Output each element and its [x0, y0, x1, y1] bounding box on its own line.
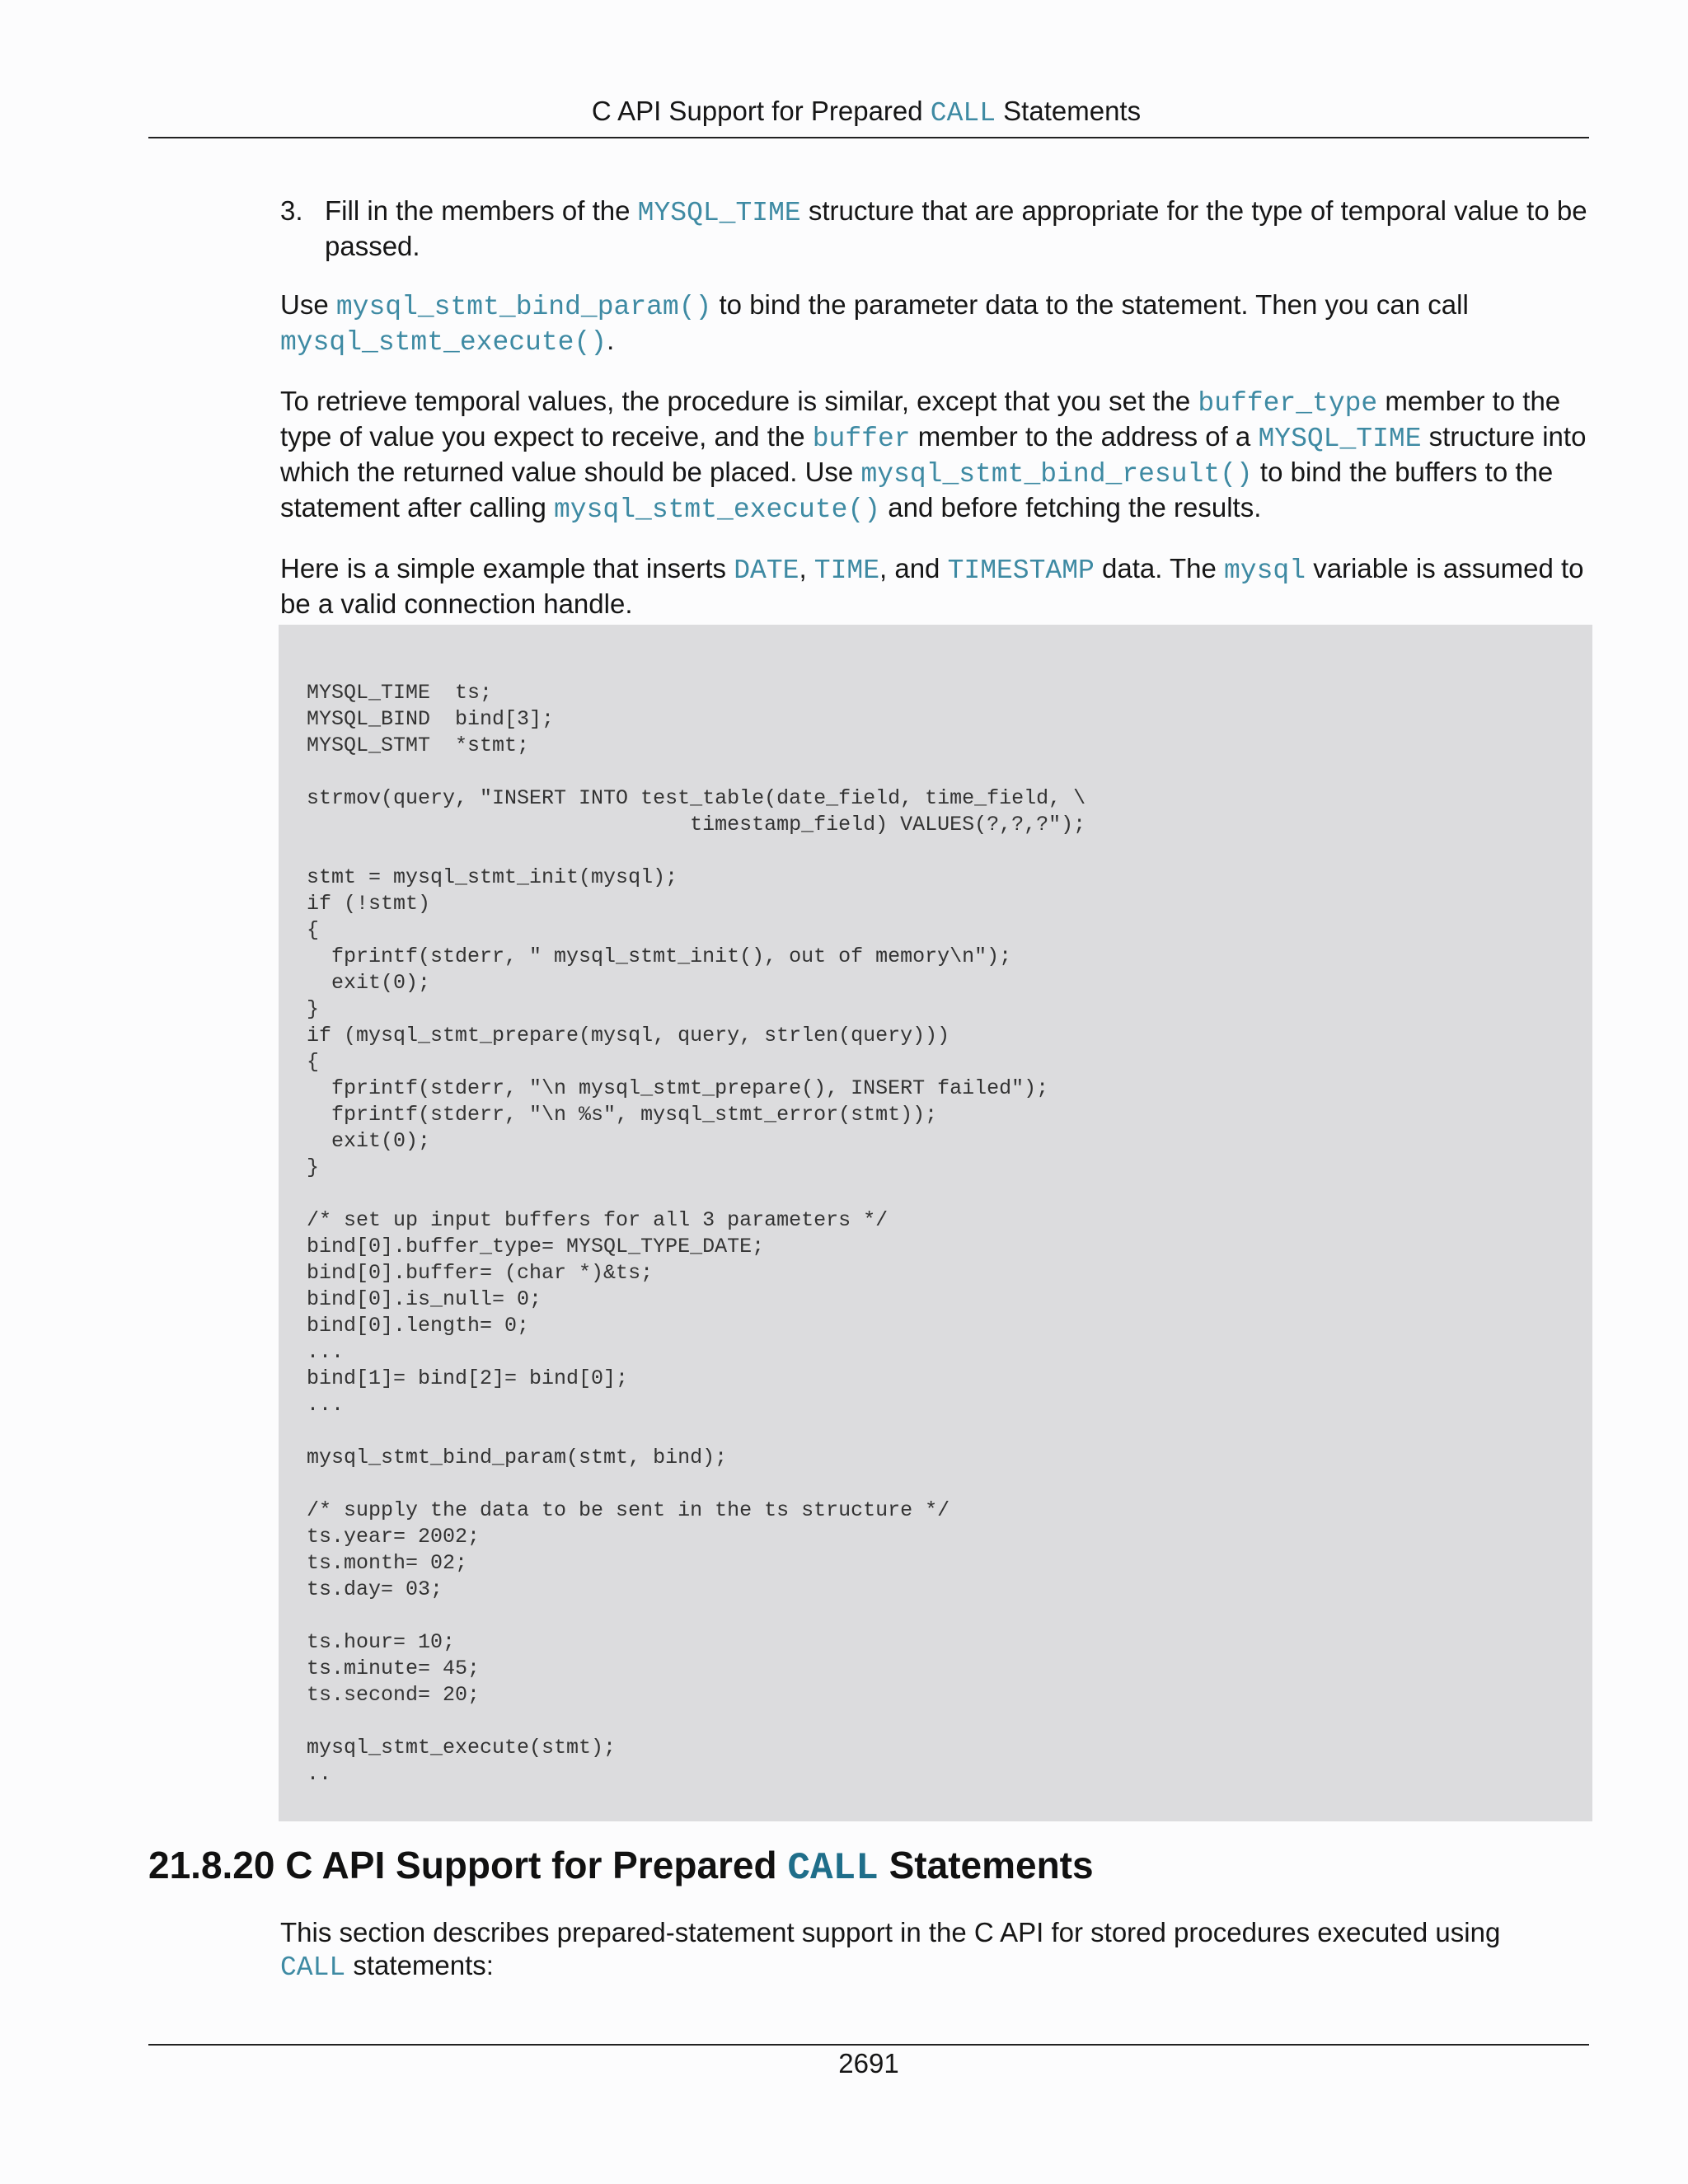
mysql-stmt-execute-link[interactable]: mysql_stmt_execute(): [280, 327, 607, 358]
mysql-stmt-execute-link[interactable]: mysql_stmt_execute(): [554, 494, 881, 525]
text: to bind the parameter data to the statement. Then you can call: [711, 289, 1469, 320]
retrieve-values-paragraph: [280, 385, 1592, 527]
text: structure into which the returned value should be placed. Use: [280, 421, 1587, 487]
text: and before fetching the results.: [880, 492, 1262, 523]
mysql-time-link[interactable]: MYSQL_TIME: [1258, 424, 1422, 454]
mysql-time-link[interactable]: MYSQL_TIME: [637, 198, 801, 228]
main-content: [280, 194, 1592, 646]
text: statements:: [345, 1950, 494, 1980]
section-intro-paragraph: [280, 1916, 1566, 1985]
call-statement-link[interactable]: CALL: [280, 1952, 346, 1983]
section-heading: [148, 1842, 1094, 1891]
timestamp-type-link[interactable]: TIMESTAMP: [947, 555, 1095, 586]
text: member to the type of value you expect to receive, and the: [280, 386, 1561, 452]
date-type-link[interactable]: DATE: [734, 555, 799, 586]
page-header: [0, 96, 1688, 129]
text: , and: [879, 553, 948, 583]
step-number: 3.: [280, 195, 303, 226]
page-number: 2691: [838, 2048, 899, 2079]
section-heading-text: 21.8.20 C API Support for Prepared: [148, 1844, 788, 1886]
text: data. The: [1094, 553, 1224, 583]
page-header-text-end: Statements: [996, 96, 1142, 126]
example-intro-paragraph: [280, 552, 1592, 621]
text: Here is a simple example that inserts: [280, 553, 734, 583]
section-heading-code: CALL: [787, 1847, 879, 1890]
header-divider: [148, 137, 1589, 138]
buffer-link[interactable]: buffer: [812, 424, 911, 454]
text: to bind the buffers to the statement after calling: [280, 457, 1554, 523]
text: To retrieve temporal values, the procedure is similar, except that you set the: [280, 386, 1198, 416]
bind-param-paragraph: [280, 288, 1592, 359]
text: ,: [799, 553, 814, 583]
mysql-variable: mysql: [1224, 555, 1306, 586]
mysql-stmt-bind-result-link[interactable]: mysql_stmt_bind_result(): [860, 459, 1253, 490]
time-type-link[interactable]: TIME: [814, 555, 880, 586]
buffer-type-link[interactable]: buffer_type: [1198, 388, 1378, 419]
step-text-end: structure that are appropriate for the type of temporal value to be passed.: [325, 195, 1587, 261]
page-header-code: CALL: [930, 98, 996, 129]
step-3: [280, 194, 1592, 263]
page-header-text: C API Support for Prepared: [591, 96, 931, 126]
text: Use: [280, 289, 336, 320]
text: member to the address of a: [910, 421, 1259, 452]
code-example: MYSQL_TIME ts; MYSQL_BIND bind[3]; MYSQL_STMT *stmt; strmov(query, "INSERT INTO test_table(date_field, time_field, \ timestamp_field) VALUES(?,?,?"); stmt = mysql_stmt_init(mysql); if (!stmt) { fprintf(stderr, " mysql_stmt_init(), out of memory\n"); exit(0); } if (mysql_stmt_prepare(mysql, query, strlen(query))) { fprintf(stderr, "\n mysql_stmt_prepare(), INSERT failed"); fprintf(stderr, "\n %s", mysql_stmt_error(stmt)); exit(0); } /* set up input buffers for all 3 parameters */ bind[0].buffer_type= MYSQL_TYPE_DATE; bind[0].buffer= (char *)&ts; bind[0].is_null= 0; bind[0].length= 0; ... bind[1]= bind[2]= bind[0]; ... mysql_stmt_bind_param(stmt, bind); /* supply the data to be sent in the ts structure */ ts.year= 2002; ts.month= 02; ts.day= 03; ts.hour= 10; ts.minute= 45; ts.second= 20; mysql_stmt_execute(stmt); ..: [279, 625, 1592, 1821]
text: This section describes prepared-statement support in the C API for stored procedures executed using: [280, 1917, 1501, 1947]
text: variable is assumed to be a valid connection handle.: [280, 553, 1584, 619]
mysql-stmt-bind-param-link[interactable]: mysql_stmt_bind_param(): [335, 292, 712, 322]
step-text: Fill in the members of the: [325, 195, 638, 226]
footer-divider: [148, 2044, 1589, 2046]
section-heading-text-end: Statements: [878, 1844, 1094, 1886]
text: .: [607, 325, 615, 355]
